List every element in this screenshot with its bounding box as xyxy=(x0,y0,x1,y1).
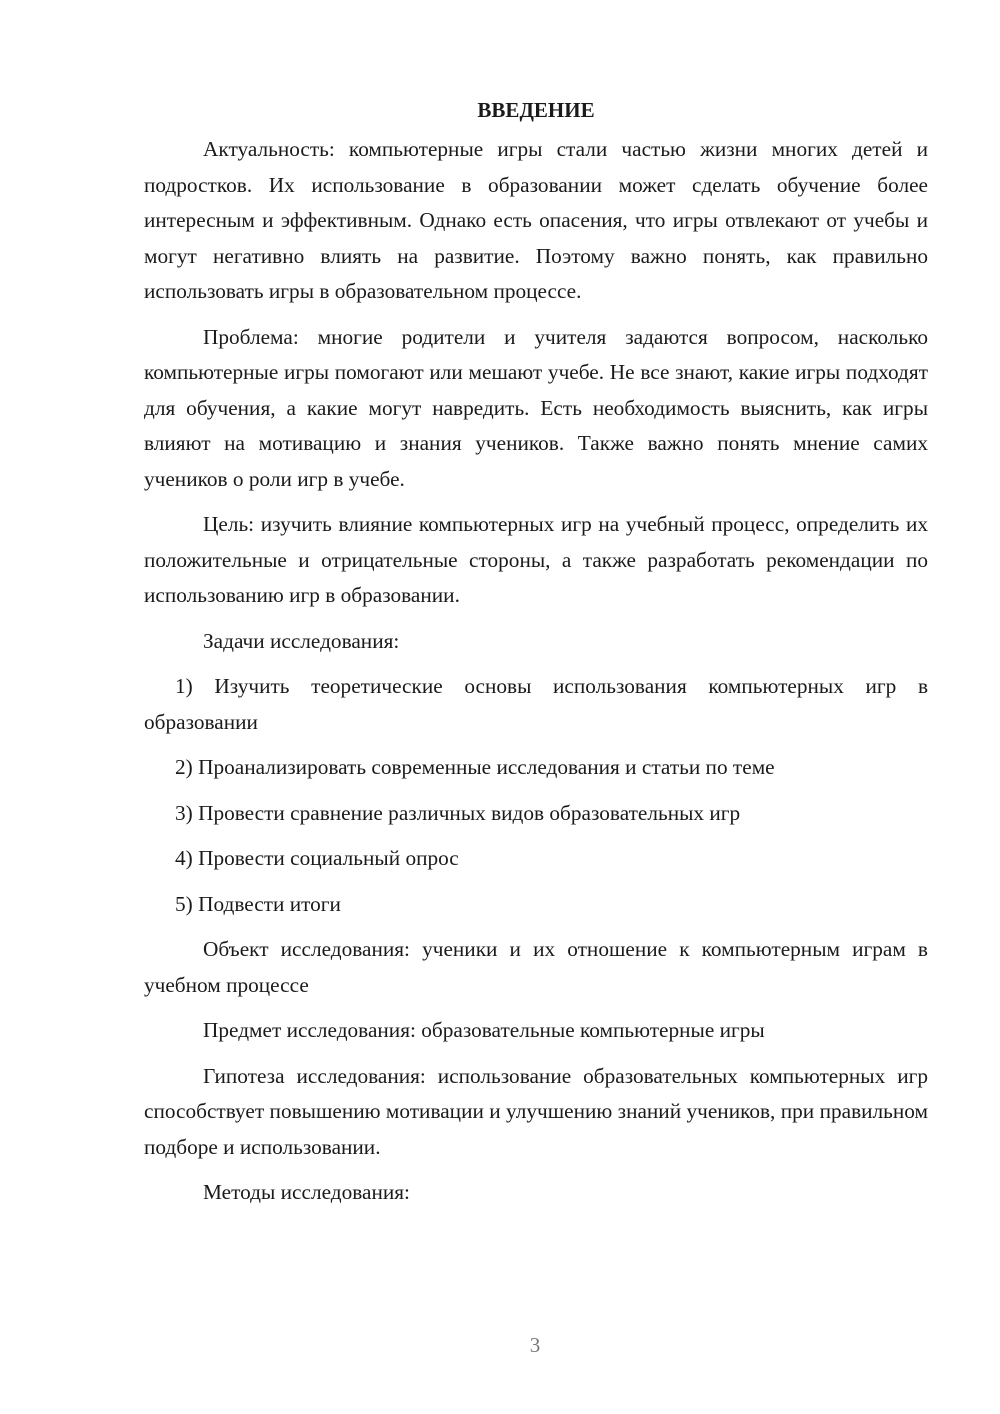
task-item: 5) Подвести итоги xyxy=(175,891,341,916)
page-number: 3 xyxy=(529,1333,541,1357)
paragraph-subject: Предмет исследования: образовательные компьютерные игры xyxy=(203,1018,765,1042)
paragraph-object: Объект исследования: ученики и их отношение к компьютерным играм в учебном процессе xyxy=(144,937,928,997)
task-item: 4) Провести социальный опрос xyxy=(175,846,459,870)
task-item: 1) Изучить теоретические основы использования компьютерных игр в образовании xyxy=(144,674,928,734)
paragraph-hypothesis: Гипотеза исследования: использование образовательных компьютерных игр способствует повышению мотивации и улучшению знаний учеников, при правильном подборе и использовании. xyxy=(144,1063,928,1159)
paragraph-relevance: Актуальность: компьютерные игры стали частью жизни многих детей и подростков. Их использование в образовании может сделать обучение более интересным и эффективным. Однако есть опасения, что игры отвлекают от учебы и могут негативно влиять на развитие. Поэтому важно понять, как правильно использовать игры в образовательном процессе. xyxy=(144,137,928,303)
task-item: 2) Проанализировать современные исследования и статьи по теме xyxy=(175,755,775,779)
paragraph-tasks-heading: Задачи исследования: xyxy=(203,628,400,653)
section-title: ВВЕДЕНИЕ xyxy=(477,98,595,122)
paragraph-problem: Проблема: многие родители и учителя задаются вопросом, насколько компьютерные игры помогают или мешают учебе. Не все знают, какие игры подходят для обучения, а какие могут навредить. Есть необходимость выяснить, как игры влияют на мотивацию и знания учеников. Также важно понять мнение самих учеников о роли игр в учебе. xyxy=(144,324,928,491)
paragraph-methods: Методы исследования: xyxy=(203,1180,410,1204)
paragraph-goal: Цель: изучить влияние компьютерных игр на учебный процесс, определить их положительные и отрицательные стороны, а также разработать рекомендации по использованию игр в образовании. xyxy=(144,512,928,607)
document-page xyxy=(144,92,928,1221)
task-item: 3) Провести сравнение различных видов образовательных игр xyxy=(175,800,741,825)
